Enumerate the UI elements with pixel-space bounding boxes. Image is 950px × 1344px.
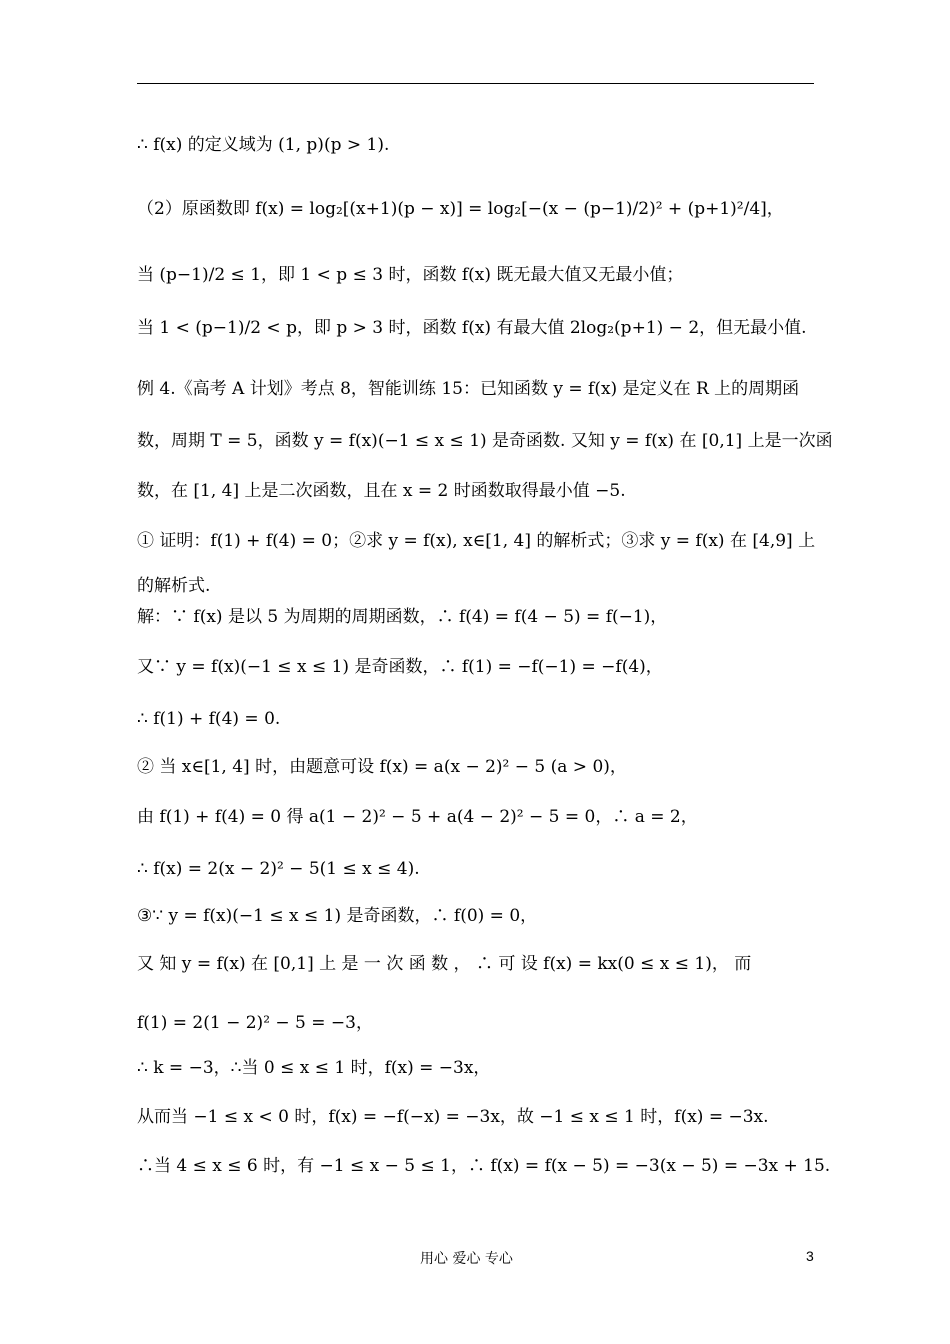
solution-line-7: ③∵ y = f(x)(−1 ≤ x ≤ 1) 是奇函数，∴ f(0) = 0， [137,906,538,926]
example-4-line-2: 数，周期 T = 5，函数 y = f(x)(−1 ≤ x ≤ 1) 是奇函数. 又知 y = f(x) 在 [0,1] 上是一次函 [137,431,833,451]
page-footer: 用心 爱心 专心 [420,1251,513,1267]
header-rule [137,83,814,84]
example-4-line-1: 例 4.《高考 A 计划》考点 8，智能训练 15：已知函数 y = f(x) 是定义在 R 上的周期函 [137,379,800,399]
solution-line-10: ∴ k = −3，∴当 0 ≤ x ≤ 1 时，f(x) = −3x， [137,1058,491,1078]
solution-line-6: ∴ f(x) = 2(x − 2)² − 5(1 ≤ x ≤ 4). [137,859,420,879]
example-4-line-3: 数，在 [1, 4] 上是二次函数，且在 x = 2 时函数取得最小值 −5. [137,481,626,501]
text-line-1: ∴ f(x) 的定义域为 (1, p)(p > 1). [137,135,390,155]
solution-line-2: 又∵ y = f(x)(−1 ≤ x ≤ 1) 是奇函数，∴ f(1) = −f(−1) = −f(4)， [137,657,663,677]
solution-line-5: 由 f(1) + f(4) = 0 得 a(1 − 2)² − 5 + a(4 − 2)² − 5 = 0，∴ a = 2， [137,807,698,827]
text-line-4: 当 1 < (p−1)/2 < p，即 p > 3 时，函数 f(x) 有最大值 2log₂(p+1) − 2，但无最小值. [137,318,807,338]
text-line-3: 当 (p−1)/2 ≤ 1，即 1 < p ≤ 3 时，函数 f(x) 既无最大值又无最小值； [137,265,684,285]
example-4-line-4: ① 证明：f(1) + f(4) = 0；②求 y = f(x), x∈[1, 4] 的解析式；③求 y = f(x) 在 [4,9] 上 [137,531,816,551]
solution-line-8: 又 知 y = f(x) 在 [0,1] 上 是 一 次 函 数 ， ∴ 可 设 f(x) = kx(0 ≤ x ≤ 1)， 而 [137,954,752,974]
solution-line-11: 从而当 −1 ≤ x < 0 时，f(x) = −f(−x) = −3x，故 −1 ≤ x ≤ 1 时，f(x) = −3x. [137,1107,769,1127]
page-number: 3 [806,1248,814,1264]
solution-line-1: 解：∵ f(x) 是以 5 为周期的周期函数，∴ f(4) = f(4 − 5) = f(−1)， [137,607,668,627]
solution-line-12: ∴当 4 ≤ x ≤ 6 时，有 −1 ≤ x − 5 ≤ 1，∴ f(x) = f(x − 5) = −3(x − 5) = −3x + 15. [137,1156,831,1176]
solution-line-4: ② 当 x∈[1, 4] 时，由题意可设 f(x) = a(x − 2)² − 5 (a > 0)， [137,757,627,777]
text-line-2: （2）原函数即 f(x) = log₂[(x+1)(p − x)] = log₂[−(x − (p−1)/2)² + (p+1)²/4]， [137,199,784,219]
solution-line-3: ∴ f(1) + f(4) = 0. [137,709,281,729]
solution-line-9: f(1) = 2(1 − 2)² − 5 = −3， [137,1013,373,1033]
example-4-line-5: 的解析式. [137,576,211,596]
